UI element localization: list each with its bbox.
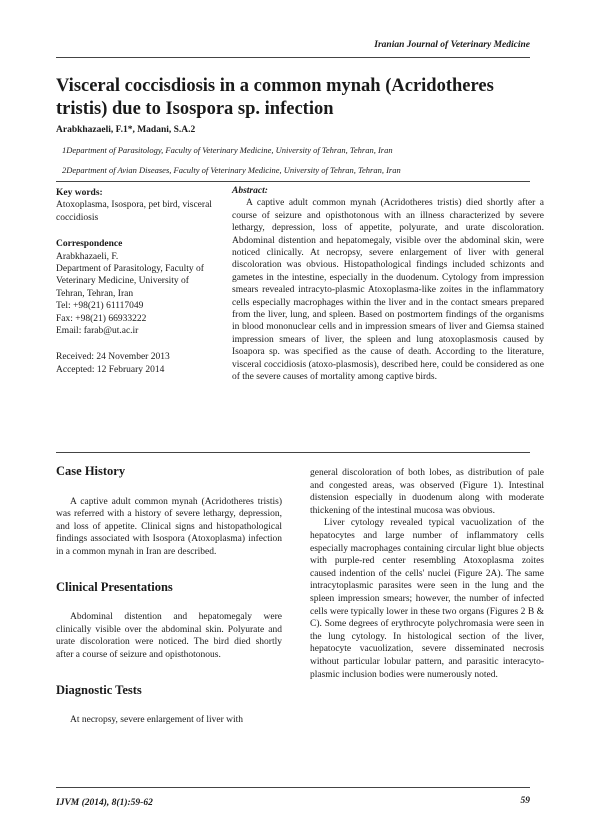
affiliation-rule	[56, 181, 530, 182]
journal-name: Iranian Journal of Veterinary Medicine	[374, 40, 530, 50]
correspondence-affiliation: Department of Parasitology, Faculty of Veterinary Medicine, University of Tehran, Tehran, Iran	[56, 264, 204, 299]
body-right-column	[310, 467, 544, 681]
footer-citation: IJVM (2014), 8(1):59-62	[56, 798, 153, 808]
body-left-column	[56, 465, 282, 727]
correspondence-heading: Correspondence	[56, 239, 123, 250]
correspondence-tel: Tel: +98(21) 61117049	[56, 301, 144, 312]
affiliation-2: 2Department of Avian Diseases, Faculty of Veterinary Medicine, University of Tehran, Tehran, Iran	[62, 165, 401, 175]
footer-rule	[56, 787, 530, 788]
section-title-clinical: Clinical Presentations	[56, 579, 173, 594]
abstract-rule	[56, 452, 530, 453]
correspondence-fax: Fax: +98(21) 66933222	[56, 313, 147, 324]
abstract	[232, 185, 544, 384]
abstract-text: A captive adult common mynah (Acridotheres tristis) died shortly after a course of seizure and opisthotonous with an illness characterized by severe lethargy, depression, loss of appetite, polyurate, and urate discoloration. Abdominal distention and hepatomegaly, visible over the abdominal skin, were noticed clinically. At necropsy, severe enlargement of liver with general discoloration was obvious. Histopathological findings included schizonts and gametes in the intestine, especially in the duodenum. Cytology from impression smears revealed intracyto-plasmic Atoxoplasma-like zoites in the inflammatory cells especially macrophages within the liver and in the contact smears prepared from the liver, lung, and spleen. Based on postmortem findings of the organisms in blood mononuclear cells and in impression smears of liver and Giemsa stained impression smears of liver, the spleen and lung atoxoplasmosis caused by Isoapora sp. was specified as the cause of death. According to the literature, visceral coccidiosis (atoxo-plasmosis), described here, could be considered as one of the severe causes of mortality among captive birds.	[232, 198, 544, 383]
section-title-diagnostic: Diagnostic Tests	[56, 682, 142, 697]
header-rule	[56, 57, 530, 58]
keywords-heading: Key words:	[56, 188, 103, 198]
keywords-text: Atoxoplasma, Isospora, pet bird, visceral coccidiosis	[56, 200, 212, 223]
right-col-paragraph-2: Liver cytology revealed typical vacuolization of the hepatocytes and large number of inflammatory cells especially macrophages containing circular light blue objects with purple-red center resembling Atoxoplasma zoites caused indention of the cells' nuclei (Figure 2A). The same intracytoplasmic parasites were seen in the lung and the spleen impression smears; however, the number of infected cells were typically lower in these two organs (Figures 2 B & C). Some degrees of erythrocyte polychromasia were seen in the lung cytology. In histological section of the liver, hepatocyte vacuolization, severe disseminated necrosis without particular lobular pattern, and parasitic interacyto-plasmic inclusion bodies were numerously noted.	[310, 518, 544, 680]
received-date: Received: 24 November 2013	[56, 352, 170, 363]
clinical-text: Abdominal distention and hepatomegaly were clinically visible over the abdominal skin. Polyurate and urate discoloration were noticed. The bird died shortly after a course of seizure and opisthotonous.	[56, 612, 282, 660]
article-title: Visceral coccisdiosis in a common mynah (Acridotheres tristis) due to Isospora sp. infection	[56, 76, 494, 119]
accepted-date: Accepted: 12 February 2014	[56, 364, 165, 375]
case-history-text: A captive adult common mynah (Acridotheres tristis) was referred with a history of severe lethargy, depression, and loss of appetite. Clinical signs and histopathological findings associated with Isospora (Atoxoplasma) infection in a common mynah in Iran are described.	[56, 496, 282, 557]
section-title-case-history: Case History	[56, 464, 126, 478]
sidebar-metadata	[56, 187, 216, 376]
diagnostic-text: At necropsy, severe enlargement of liver with	[70, 715, 244, 726]
right-col-paragraph-1: general discoloration of both lobes, as distribution of pale and congested areas, was observed (Figure 1). Intestinal distension especially in duodenum along with moderate thickening of the intestinal mucosa was obvious.	[310, 468, 544, 516]
correspondence-name: Arabkhazaeli, F.	[56, 251, 119, 262]
affiliation-1: 1Department of Parasitology, Faculty of Veterinary Medicine, University of Tehran, Tehran, Iran	[62, 145, 393, 155]
authors: Arabkhazaeli, F.1*, Madani, S.A.2	[56, 125, 196, 135]
correspondence-email: Email: farab@ut.ac.ir	[56, 326, 139, 337]
page-number: 59	[520, 796, 530, 806]
abstract-heading: Abstract:	[232, 186, 268, 196]
